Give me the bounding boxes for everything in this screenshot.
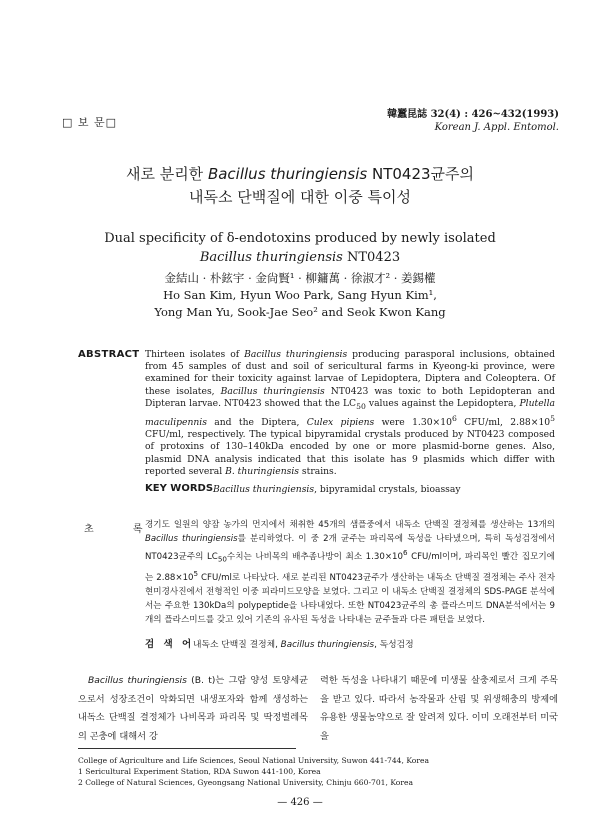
- authors-line1: Ho San Kim, Hyun Woo Park, Sang Hyun Kim¹,: [163, 288, 437, 302]
- title-korean-line1: 새로 분리한 Bacillus thuringiensis NT0423균주의: [125, 165, 475, 183]
- author-list: [0, 270, 600, 321]
- footnote-divider: [78, 748, 296, 749]
- title-english-line1: Dual specificity of δ-endotoxins produced by newly isolated: [104, 231, 496, 246]
- title-english: [0, 229, 600, 267]
- journal-citation: [387, 108, 559, 134]
- title-english-line2: Bacillus thuringiensis NT0423: [199, 250, 401, 265]
- authors-hanja: 金結山 · 朴鉉宇 · 金尙賢¹ · 柳鏞萬 · 徐淑才² · 姜錫權: [164, 271, 436, 285]
- footnotes: [78, 755, 558, 788]
- korean-abstract-label: 초 록: [84, 524, 161, 535]
- section-label: □ 보 문□: [62, 116, 118, 129]
- footnote-1: 1 Sericultural Experiment Station, RDA Suwon 441-100, Korea: [78, 767, 321, 776]
- abstract-text: Thirteen isolates of Bacillus thuringiensis producing parasporal inclusions, obtained from 45 samples of dust and soil of sericultural farms in Kyeong-ki province, were examined for their toxicity against larvae of Lepidoptera, Diptera and Coleoptera. Of these isolates, Bacillus thuringiensis NT0423 was toxic to both Lepidopteran and Dipteran larvae. NT0423 showed that the $LC_{50}$ values against the Lepidoptera, Plutella maculipennis and the Diptera, Culex pipiens were $1.30\times 10^6$ CFU/ml, $2.88\times 10^5$ CFU/ml, respectively. The typical bipyramidal crystals produced by NT0423 composed of protoxins of 130–140kDa encoded by one or more plasmid-borne genes. Also, plasmid DNA analysis indicated that this isolate has 9 plasmids which differ with reported several B. thuringiensis strains.: [145, 349, 556, 477]
- korean-keywords-text: 내독소 단백질 결정체, Bacillus thuringiensis, 독성검정: [193, 640, 414, 650]
- journal-name-en: Korean J. Appl. Entomol.: [434, 122, 559, 133]
- body-text-left-column: Bacillus thuringiensis (B. t)는 그람 양성 토양세균으로서 성장조건이 악화되면 내생포자와 함께 생성하는 내독소 단백질 결정체가 나비목과 파리목 및 딱정벌레목의 곤충에 대해서 강: [78, 675, 309, 742]
- title-korean-line2: 내독소 단백질에 대한 이중 특이성: [189, 188, 411, 206]
- footnote-2: 2 College of Natural Sciences, Gyeongsang National University, Chinju 660-701, Korea: [78, 778, 414, 787]
- korean-abstract-text: 경기도 일원의 양잠 농가의 먼지에서 채취한 45개의 샘플중에서 내독소 단백질 결정체를 생산하는 13개의 Bacillus thuringiensis를 분리하였다. 이 중 2개 균주는 파리목에 독성을 나타냈으며, 특히 독성검정에서 NT0423균주의 $LC_{50}$수치는 나비목의 배추좀나방이 최소 $1.30\times 10^6$ CFU/ml이며, 파리목인 빨간 집모기에는 $2.88\times 10^5$ CFU/ml로 나타났다. 새로 분리된 NT0423균주가 생산하는 내독소 단백질 결정체는 주사 전자현미경사진에서 전형적인 이중 피라미드모양을 보였다. 그리고 이 내독소 단백질 결정체의 SDS-PAGE 분석에서는 주요한 130kDa의 polypeptide을 나타내었다. 또한 NT0423균주의 총 플라스미드 DNA분석에서는 9개의 플라스미드를 갖고 있어 기존의 유사된 독성을 나타내는 균주들과 다른 패턴을 보였다.: [145, 520, 555, 625]
- journal-reference: 韓蠶昆誌 32(4) : 426~432(1993): [387, 109, 559, 120]
- authors-line2: Yong Man Yu, Sook-Jae Seo² and Seok Kwon Kang: [154, 305, 446, 319]
- korean-keywords-label: 검 색 어: [145, 639, 195, 650]
- keywords-label: KEY WORDS: [145, 483, 214, 494]
- page-number: — 426 —: [277, 797, 323, 808]
- keywords-text: Bacillus thuringiensis, bipyramidal crystals, bioassay: [213, 484, 461, 495]
- footnote-affiliation: College of Agriculture and Life Sciences, Seoul National University, Suwon 441-744, Korea: [78, 756, 430, 765]
- body-text-right-column: 력한 독성을 나타내기 때문에 미생물 살충제로서 크게 주목을 받고 있다. 따라서 농작물과 산림 및 위생해충의 방제에 유용한 생물농약으로 잘 알려져 있다. 이미 오래전부터 미국을: [320, 675, 558, 742]
- abstract-label: ABSTRACT: [78, 349, 140, 360]
- title-korean: [0, 163, 600, 209]
